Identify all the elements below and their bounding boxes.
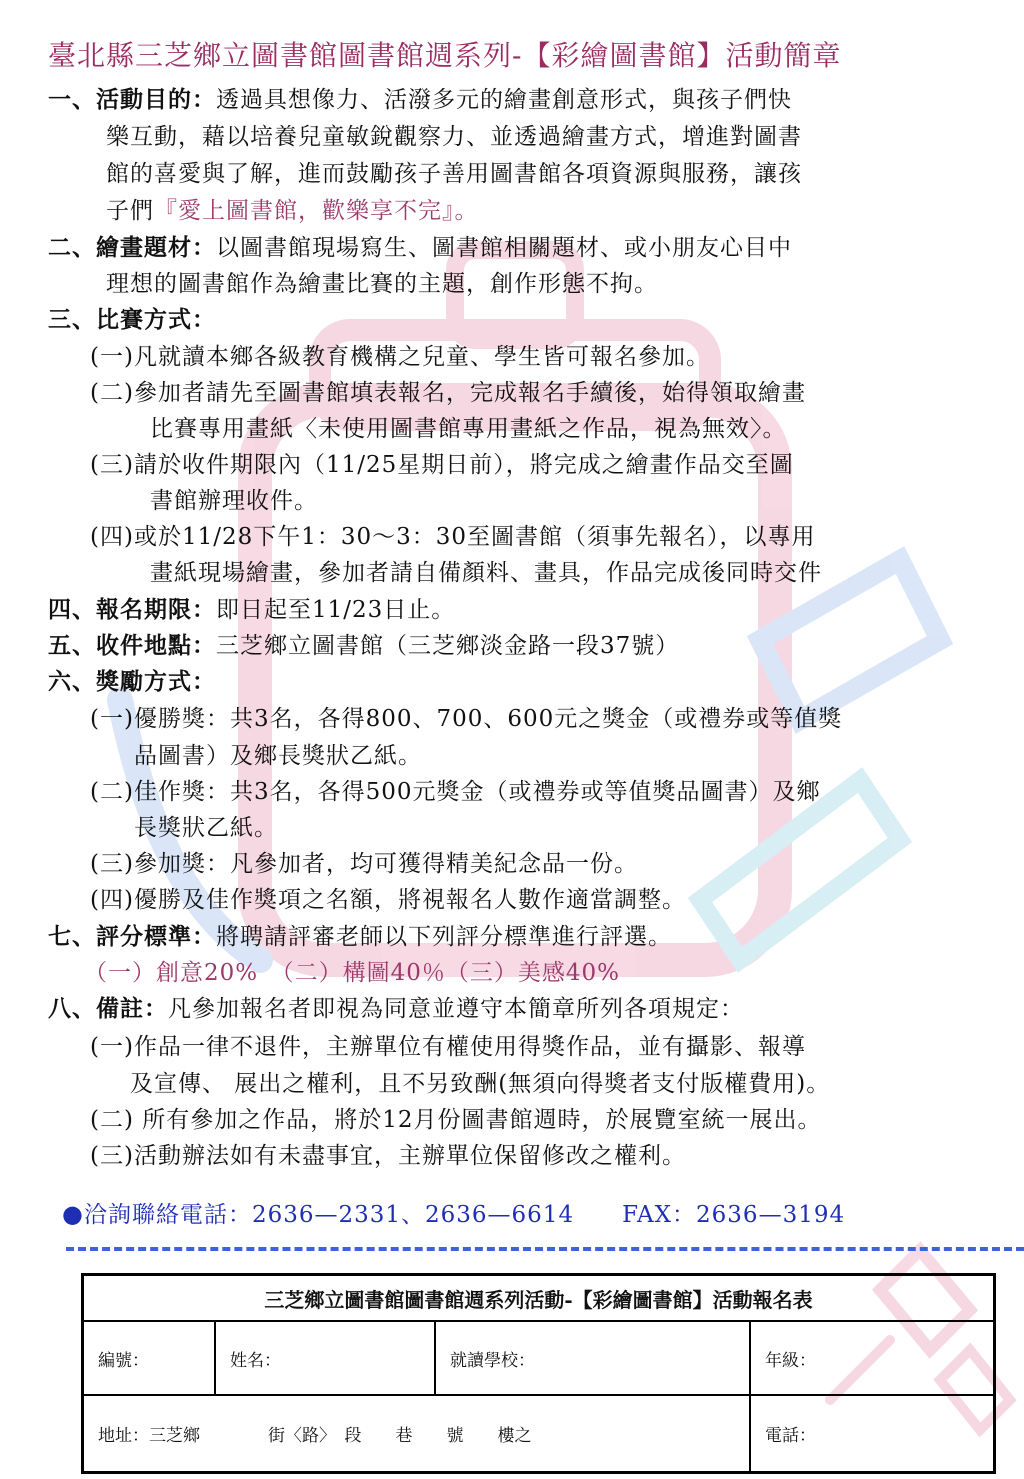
section-3-item-1: (一)凡就讀本鄉各級教育機構之兒童、學生皆可報名參加。 bbox=[90, 344, 710, 370]
section-6-item-4: (四)優勝及佳作獎項之名額，將視報名人數作適當調整。 bbox=[90, 887, 686, 913]
section-8-item-2: (二) 所有參加之作品，將於12月份圖書館週時，於展覽室統一展出。 bbox=[90, 1107, 822, 1133]
section-7-text: 將聘請評審老師以下列評分標準進行評選。 bbox=[216, 924, 672, 950]
section-2-label: 二、繪畫題材： bbox=[48, 234, 216, 261]
form-title: 三芝鄉立圖書館圖書館週系列活動-【彩繪圖書館】活動報名表 bbox=[83, 1275, 995, 1322]
section-4-text: 即日起至11/23日止。 bbox=[216, 597, 456, 623]
section-3-item-3b: 書館辦理收件。 bbox=[150, 488, 318, 514]
section-8-label: 八、備註： bbox=[48, 995, 168, 1022]
section-1-text-1: 透過具想像力、活潑多元的繪畫創意形式，與孩子們快 bbox=[216, 87, 792, 113]
section-7 bbox=[48, 919, 672, 955]
section-1-text-4a: 子們 bbox=[106, 198, 154, 224]
section-6-item-2b: 長獎狀乙紙。 bbox=[134, 815, 278, 841]
section-3-item-3a: (三)請於收件期限內（11/25星期日前），將完成之繪畫作品交至圖 bbox=[90, 452, 794, 478]
section-1-line-2: 樂互動，藉以培養兒童敏銳觀察力、並透過繪畫方式，增進對圖書 bbox=[106, 124, 802, 150]
section-3-item-2a: (二)參加者請先至圖書館填表報名，完成報名手續後，始得領取繪畫 bbox=[90, 380, 806, 406]
cut-line-divider bbox=[66, 1247, 1024, 1251]
name-field[interactable]: 姓名： bbox=[215, 1321, 435, 1395]
section-1-label: 一、活動目的： bbox=[48, 86, 216, 113]
grade-field[interactable]: 年級： bbox=[750, 1321, 995, 1395]
bullet-icon: ● bbox=[62, 1200, 84, 1228]
section-6-item-3: (三)參加獎：凡參加者，均可獲得精美紀念品一份。 bbox=[90, 851, 638, 877]
number-field[interactable]: 編號： bbox=[83, 1321, 216, 1395]
section-1-line-4 bbox=[106, 193, 479, 229]
page-title: 臺北縣三芝鄉立圖書館圖書館週系列-【彩繪圖書館】活動簡章 bbox=[48, 39, 842, 72]
phone-field[interactable]: 電話： bbox=[750, 1395, 995, 1473]
section-1-line-3: 館的喜愛與了解，進而鼓勵孩子善用圖書館各項資源與服務，讓孩 bbox=[106, 161, 802, 187]
section-5 bbox=[48, 628, 679, 664]
section-3-item-4a: (四)或於11/28下午1：30～3：30至圖書館（須事先報名），以專用 bbox=[90, 524, 816, 550]
section-3-item-4b: 畫紙現場繪畫，參加者請自備顏料、畫具，作品完成後同時交件 bbox=[150, 560, 822, 586]
section-2-line-1 bbox=[48, 230, 792, 266]
address-field[interactable]: 地址：三芝鄉 街〈路〉 段 巷 號 樓之 bbox=[83, 1395, 751, 1473]
contact-line bbox=[62, 1196, 845, 1233]
section-6-label: 六、獎勵方式： bbox=[48, 668, 216, 695]
section-3-item-2b: 比賽專用畫紙〈未使用圖書館專用畫紙之作品，視為無效〉。 bbox=[150, 416, 787, 442]
section-8-item-1a: (一)作品一律不退件，主辦單位有權使用得獎作品，並有攝影、報導 bbox=[90, 1034, 806, 1060]
section-7-criteria: （一）創意20% （二）構圖40％（三）美感40% bbox=[84, 960, 621, 986]
section-3-label: 三、比賽方式： bbox=[48, 306, 216, 333]
section-7-label: 七、評分標準： bbox=[48, 923, 216, 950]
section-6-item-2a: (二)佳作獎：共3名，各得500元獎金（或禮券或等值獎品圖書）及鄉 bbox=[90, 779, 821, 805]
section-5-label: 五、收件地點： bbox=[48, 632, 216, 659]
contact-text: 洽詢聯絡電話：2636—2331、2636—6614 FAX：2636—3194 bbox=[83, 1202, 846, 1228]
section-1-line-1 bbox=[48, 82, 792, 118]
section-2-text-1: 以圖書館現場寫生、圖書館相關題材、或小朋友心目中 bbox=[216, 235, 792, 261]
section-6-item-1b: 品圖書）及鄉長獎狀乙紙。 bbox=[134, 743, 422, 769]
section-8-item-1b: 及宣傳、 展出之權利，且不另致酬(無須向得獎者支付版權費用)。 bbox=[130, 1071, 831, 1097]
section-4-label: 四、報名期限： bbox=[48, 596, 216, 623]
section-1-slogan: 『愛上圖書館，歡樂享不完』。 bbox=[154, 198, 479, 224]
section-6-item-1a: (一)優勝獎：共3名，各得800、700、600元之獎金（或禮券或等值獎 bbox=[90, 706, 843, 732]
school-field[interactable]: 就讀學校： bbox=[435, 1321, 750, 1395]
section-5-text: 三芝鄉立圖書館（三芝鄉淡金路一段37號） bbox=[216, 633, 680, 659]
registration-form bbox=[81, 1273, 996, 1474]
section-2-line-2: 理想的圖書館作為繪畫比賽的主題，創作形態不拘。 bbox=[106, 271, 658, 297]
section-8-text: 凡參加報名者即視為同意並遵守本簡章所列各項規定： bbox=[168, 996, 744, 1022]
section-8 bbox=[48, 991, 744, 1027]
section-8-item-3: (三)活動辦法如有未盡事宜，主辦單位保留修改之權利。 bbox=[90, 1143, 686, 1169]
section-4 bbox=[48, 592, 455, 628]
